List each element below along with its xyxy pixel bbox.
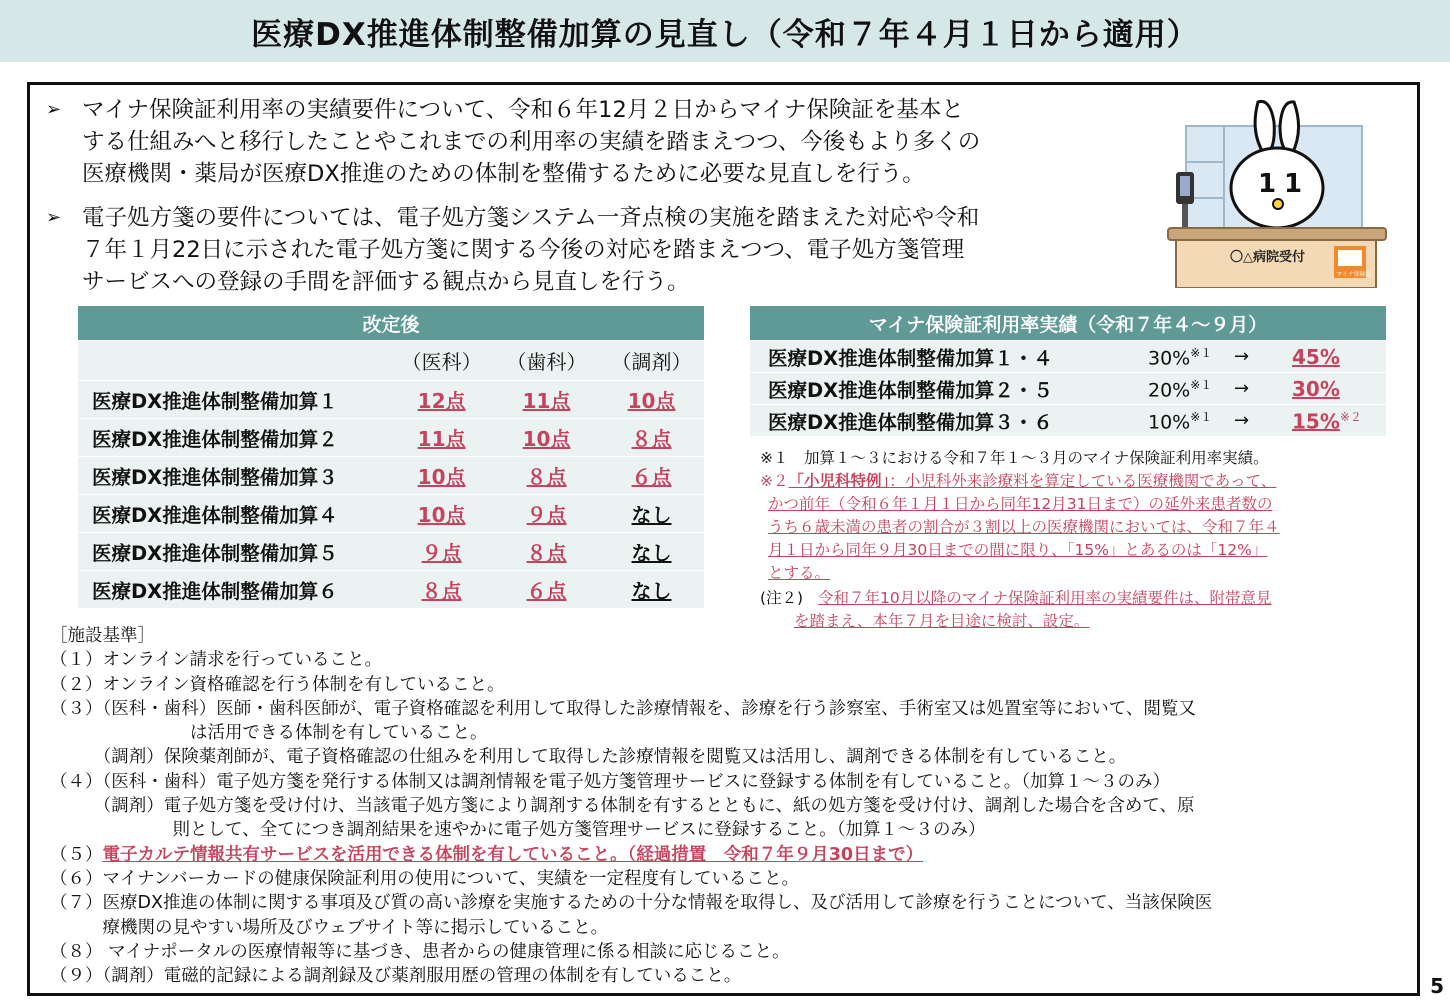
points-value: 10点 — [417, 503, 466, 527]
arrow-right-icon: → — [1234, 378, 1250, 399]
points-value: 10点 — [627, 389, 676, 413]
standard-line: （８） マイナポータルの医療情報等に基づき、患者からの健康管理に係る相談に応じること。 — [50, 941, 790, 962]
new-rate: 45% — [1292, 344, 1340, 369]
standard-line: （２）オンライン資格確認を行う体制を有していること。 — [50, 674, 505, 695]
footnote-1: ※１ 加算１～３における令和７年１～３月のマイナ保険証利用率実績。 — [760, 449, 1269, 467]
column-header: （調剤） — [611, 350, 692, 374]
row-label: 医療DX推進体制整備加算４ — [92, 503, 338, 527]
arrow-right-icon: → — [1234, 346, 1250, 367]
bullet-item — [46, 94, 1136, 190]
row-label: 医療DX推進体制整備加算５ — [92, 541, 338, 565]
table-title: マイナ保険証利用率実績（令和７年４～９月） — [750, 306, 1386, 340]
bullet-line: 医療機関・薬局が医療DX推進のための体制を整備するために必要な見直しを行う。 — [82, 161, 925, 187]
points-value: ８点 — [526, 541, 567, 565]
points-value-none: なし — [631, 579, 672, 603]
standard-line: 則として、全てにつき調剤結果を速やかに電子処方箋管理サービスに登録すること。（加算１～３のみ） — [50, 820, 986, 841]
svg-text:1: 1 — [1284, 169, 1303, 199]
standard-number: （５） — [50, 844, 103, 865]
footnote-mark: ※１ — [1190, 377, 1213, 392]
table-title: 改定後 — [78, 306, 704, 340]
standard-line: （調剤）保険薬剤師が、電子資格確認の仕組みを利用して取得した診療情報を閲覧又は活用し、調剤できる体制を有していること。 — [50, 747, 1127, 768]
column-header: （医科） — [401, 350, 482, 374]
bullet-line: 電子処方箋の要件については、電子処方箋システム一斉点検の実施を踏まえた対応や令和 — [82, 205, 980, 231]
table-row — [78, 418, 704, 456]
row-label: 医療DX推進体制整備加算２ — [92, 427, 338, 451]
note-line: を踏まえ、本年７月を目途に検討、設定。 — [794, 612, 1090, 630]
row-label: 医療DX推進体制整備加算１ — [92, 389, 338, 413]
table-row — [78, 456, 704, 494]
points-value-none: なし — [631, 541, 672, 565]
standard-line: 療機関の見やすい場所及びウェブサイト等に掲示していること。 — [50, 917, 609, 938]
row-label: 医療DX推進体制整備加算６ — [92, 579, 338, 603]
standard-line: は活用できる体制を有していること。 — [50, 723, 488, 744]
footnote-mark: ※１ — [1190, 409, 1213, 424]
usage-rate-table — [750, 306, 1386, 436]
page-number: 5 — [1430, 974, 1444, 998]
footnote-line: かつ前年（令和６年１月１日から同年12月31日まで）の延外来患者数の — [768, 495, 1273, 513]
note-2-mark: (注２) — [760, 589, 804, 607]
standard-line: （４）（医科・歯科）電子処方箋を発行する体制又は調剤情報を電子処方箋管理サービスに登録する体制を有していること。（加算１～３のみ） — [50, 771, 1170, 792]
bullet-line: する仕組みへと移行したことやこれまでの利用率の実績を踏まえつつ、今後もより多くの — [82, 129, 981, 155]
standard-line: （７）医療DX推進の体制に関する事項及び質の高い診療を実施するための十分な情報を取得し、及び活用して診療を行うことについて、当該保険医 — [50, 893, 1213, 914]
table-header-row — [78, 340, 704, 380]
standard-line: （調剤）電子処方箋を受け付け、当該電子処方箋により調剤する体制を有するとともに、紙の処方箋を受け付け、調剤した場合を含めて、原 — [50, 796, 1195, 817]
standard-line: （６）マイナンバーカードの健康保険証利用の使用について、実績を一定程度有していること。 — [50, 868, 799, 889]
standard-line: （９）（調剤）電磁的記録による調剤録及び薬剤服用歴の管理の体制を有していること。 — [50, 966, 742, 987]
table-row — [78, 570, 704, 608]
points-value: 12点 — [417, 389, 466, 413]
old-rate: 20% — [1148, 379, 1191, 402]
points-value: ６点 — [526, 579, 567, 603]
arrow-right-icon: → — [1234, 410, 1250, 431]
mynumber-badge: マイナ保険証 — [1336, 271, 1372, 278]
arrow-bullet-icon: ➢ — [46, 207, 62, 228]
bullet-line: サービスへの登録の手間を評価する観点から見直しを行う。 — [82, 269, 690, 295]
arrow-bullet-icon: ➢ — [46, 99, 62, 120]
new-rate: 30% — [1292, 376, 1340, 401]
row-label: 医療DX推進体制整備加算１・４ — [768, 346, 1053, 370]
mascot-illustration — [1166, 92, 1388, 288]
points-value: ８点 — [631, 427, 672, 451]
bullet-line: ７年１月22日に示された電子処方箋に関する今後の対応を踏まえつつ、電子処方箋管理 — [82, 237, 965, 263]
bullet-list — [46, 94, 1136, 310]
section-heading: ［施設基準］ — [50, 626, 155, 646]
footnote-line: うち６歳未満の患者の割合が３割以上の医療機関においては、令和７年４ — [768, 518, 1280, 536]
table-row — [78, 494, 704, 532]
points-value: 11点 — [522, 389, 571, 413]
new-rate: 15% — [1292, 409, 1340, 434]
points-value: ８点 — [526, 465, 567, 489]
points-value: ９点 — [526, 503, 567, 527]
bullet-item — [46, 202, 1136, 298]
pediatric-exception-label: 「小児科特例」 — [788, 472, 890, 490]
bullet-line: マイナ保険証利用率の実績要件について、令和６年12月２日からマイナ保険証を基本と — [82, 97, 964, 123]
standard-line-5 — [50, 843, 1410, 867]
table-row — [78, 532, 704, 570]
ehr-sharing-requirement: 電子カルテ情報共有サービスを活用できる体制を有していること。（経過措置 令和７年９月30日まで） — [102, 844, 924, 865]
facility-standards — [50, 624, 1410, 988]
reception-sign: 〇△病院受付 — [1230, 250, 1305, 265]
footnote-line: ：小児科外来診療料を算定している医療機関であって、 — [889, 472, 1277, 490]
row-label: 医療DX推進体制整備加算３・６ — [768, 410, 1053, 434]
points-value: ９点 — [421, 541, 462, 565]
page-title: 医療DX推進体制整備加算の見直し（令和７年４月１日から適用） — [251, 16, 1199, 53]
title-bar — [0, 0, 1450, 62]
old-rate: 30% — [1148, 347, 1191, 370]
standard-line: （１）オンライン請求を行っていること。 — [50, 650, 382, 671]
footnotes — [760, 447, 1400, 633]
points-value: 11点 — [417, 427, 466, 451]
points-value: ８点 — [421, 579, 462, 603]
points-value: ６点 — [631, 465, 672, 489]
footnote-mark: ※２ — [1339, 409, 1362, 424]
footnote-2-mark: ※２ — [760, 472, 789, 490]
footnote-line: とする。 — [768, 564, 831, 582]
row-label: 医療DX推進体制整備加算２・５ — [768, 378, 1053, 402]
column-header: （歯科） — [506, 350, 587, 374]
points-value: 10点 — [522, 427, 571, 451]
row-label: 医療DX推進体制整備加算３ — [92, 465, 338, 489]
footnote-2 — [760, 470, 1400, 585]
old-rate: 10% — [1148, 411, 1191, 434]
svg-text:1: 1 — [1258, 169, 1277, 199]
footnote-mark: ※１ — [1190, 345, 1213, 360]
table-row — [750, 404, 1386, 436]
note-line: 令和７年10月以降のマイナ保険証利用率の実績要件は、附帯意見 — [818, 589, 1272, 607]
table-row — [750, 340, 1386, 372]
table-row — [750, 372, 1386, 404]
points-value: 10点 — [417, 465, 466, 489]
points-value-none: なし — [631, 503, 672, 527]
standard-line: （３）（医科・歯科）医師・歯科医師が、電子資格確認を利用して取得した診療情報を、診療を行う診察室、手術室又は処置室等において、閲覧又 — [50, 698, 1196, 719]
footnote-line: 月１日から同年９月30日までの間に限り、「15%」とあるのは「12%」 — [768, 541, 1268, 559]
revised-points-table — [78, 306, 704, 608]
table-row — [78, 380, 704, 418]
